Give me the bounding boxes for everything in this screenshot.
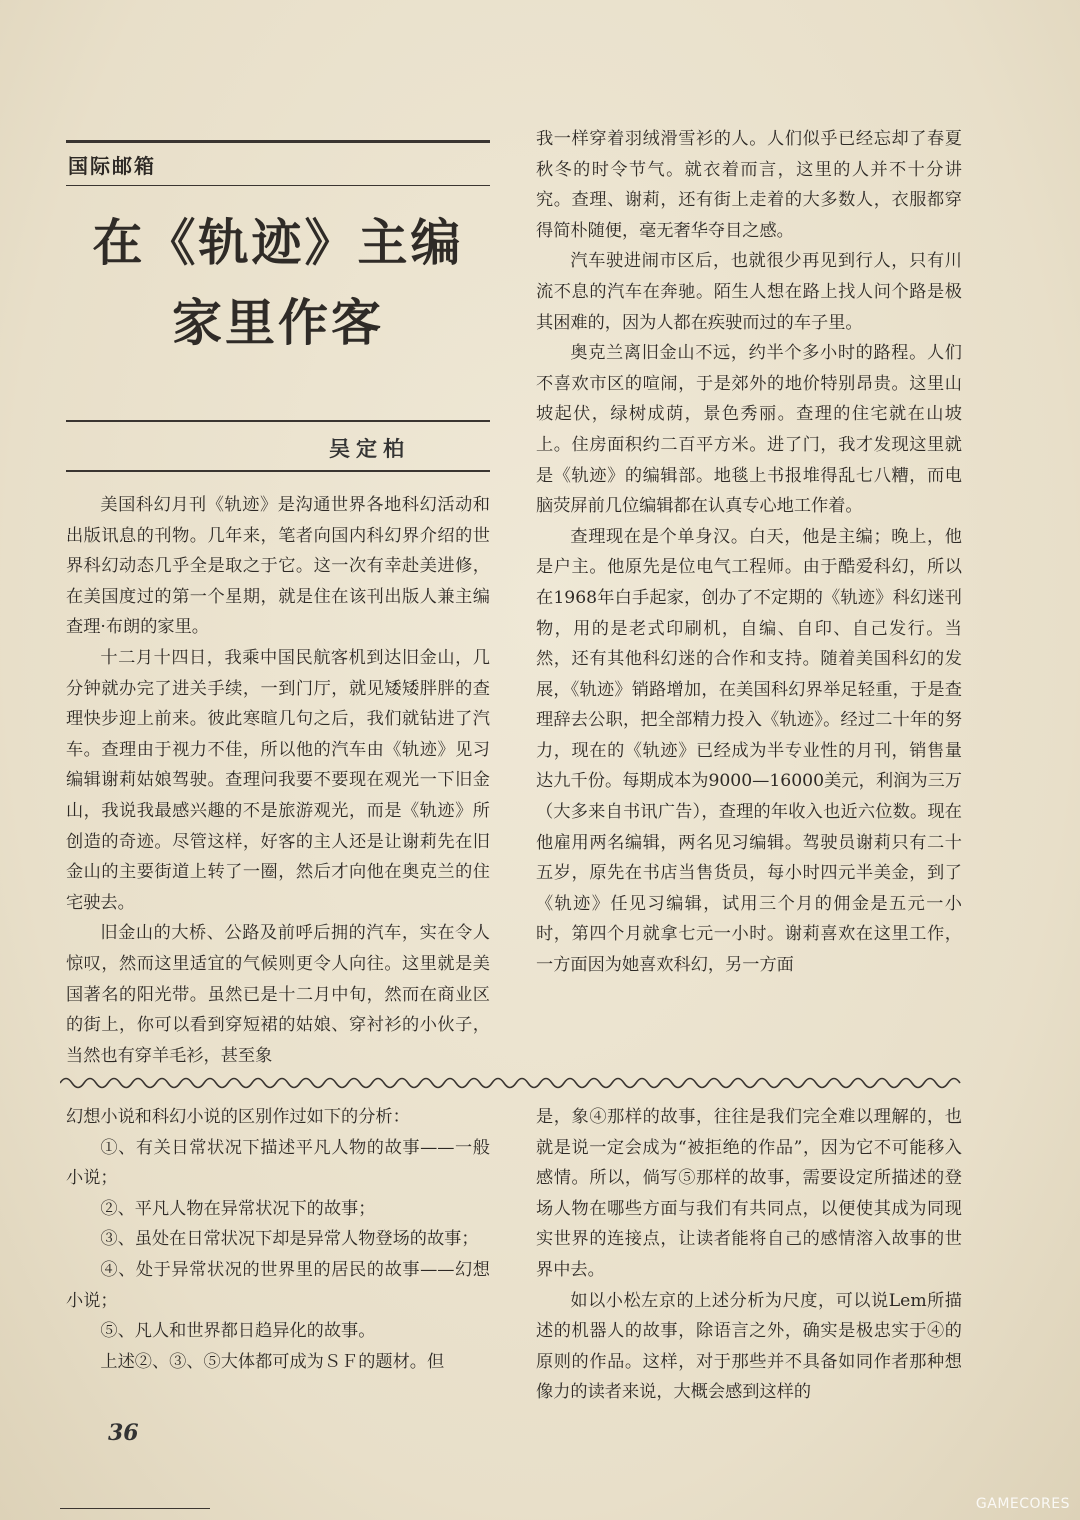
paragraph: 是，象④那样的故事，往往是我们完全难以理解的，也就是说一定会成为“被拒绝的作品”，因为它不可能移入感情。所以，倘写⑤那样的故事，需要设定所描述的登场人物在哪些方面与我们有共同点，以便使其成为同现实世界的连接点，让读者能将自己的感情溶入故事的世界中去。 (536, 1107, 962, 1280)
author-rule-bottom (66, 470, 490, 472)
page-number: 36 (108, 1420, 139, 1446)
article-column-right (536, 124, 962, 1068)
bottom-column-left (66, 1102, 490, 1408)
paragraph: 汽车驶进闹市区后，也就很少再见到行人，只有川流不息的汽车在奔驰。陌生人想在路上找人问个路是极其困难的，因为人都在疾驶而过的车子里。 (536, 251, 962, 333)
paragraph: 幻想小说和科幻小说的区别作过如下的分析： (66, 1107, 410, 1127)
paragraph: 如以小松左京的上述分析为尺度，可以说Lem所描述的机器人的故事，除语言之外，确实是极忠实于④的原则的作品。这样，对于那些并不具备如同作者那种想像力的读者来说，大概会感到这样的 (536, 1290, 962, 1403)
article-title-line-1: 在《轨迹》主编 (92, 214, 464, 272)
section-label: 国际邮箱 (68, 154, 156, 178)
paragraph: 旧金山的大桥、公路及前呼后拥的汽车，实在令人惊叹，然而这里适宜的气候则更令人向往。这里就是美国著名的阳光带。虽然已是十二月中旬，然而在商业区的街上，你可以看到穿短裙的姑娘、穿衬衫的小伙子，当然也有穿羊毛衫，甚至象 (66, 923, 490, 1066)
footer-rule (60, 1508, 210, 1509)
author-name: 吴定柏 (329, 436, 410, 461)
bottom-column-right (536, 1102, 962, 1408)
author-rule-top (66, 420, 490, 422)
watermark: GAMECORES (975, 1496, 1070, 1512)
paragraph: 上述②、③、⑤大体都可成为ＳＦ的题材。但 (100, 1351, 445, 1372)
section-rule (66, 185, 490, 186)
wavy-divider (60, 1072, 970, 1094)
paragraph: 美国科幻月刊《轨迹》是沟通世界各地科幻活动和出版讯息的刊物。几年来，笔者向国内科幻界介绍的世界科幻动态几乎全是取之于它。这一次有幸赴美进修，在美国度过的第一个星期，就是住在该刊出版人兼主编查理·布朗的家里。 (66, 495, 490, 638)
top-rule (66, 140, 490, 143)
list-item: ④、处于异常状况的世界里的居民的故事——幻想小说； (66, 1259, 490, 1311)
list-item: ⑤、凡人和世界都日趋异化的故事。 (100, 1321, 376, 1342)
article-column-left (66, 490, 490, 1068)
list-item: ③、虽处在日常状况下却是异常人物登场的故事； (100, 1229, 479, 1250)
paragraph: 我一样穿着羽绒滑雪衫的人。人们似乎已经忘却了春夏秋冬的时令节气。就衣着而言，这里的人并不十分讲究。查理、谢莉，还有街上走着的大多数人，衣服都穿得简朴随便，毫无奢华夺目之感。 (536, 129, 962, 241)
article-title-line-2: 家里作客 (172, 294, 384, 352)
paragraph: 奥克兰离旧金山不远，约半个多小时的路程。人们不喜欢市区的喧闹，于是郊外的地价特别昂贵。这里山坡起伏，绿树成荫，景色秀丽。查理的住宅就在山坡上。住房面积约二百平方米。进了门，我才发现这里就是《轨迹》的编辑部。地毯上书报堆得乱七八糟，而电脑荧屏前几位编辑都在认真专心地工作着。 (536, 343, 962, 517)
list-item: ①、有关日常状况下描述平凡人物的故事——一般小说； (66, 1137, 490, 1189)
paragraph: 查理现在是个单身汉。白天，他是主编；晚上，他是户主。他原先是位电气工程师。由于酷爱科幻，所以在1968年白手起家，创办了不定期的《轨迹》科幻迷刊物，用的是老式印刷机，自编、自印、自己发行。当然，还有其他科幻迷的合作和支持。随着美国科幻的发展，《轨迹》销路增加，在美国科幻界举足轻重，于是查理辞去公职，把全部精力投入《轨迹》。经过二十年的努力，现在的《轨迹》已经成为半专业性的月刊，销售量达九千份。每期成本为9000—16000美元，利润为三万（大多来自书讯广告），查理的年收入也近六位数。现在他雇用两名编辑，两名见习编辑。驾驶员谢莉只有二十五岁，原先在书店当售货员，每小时四元半美金，到了《轨迹》任见习编辑，试用三个月的佣金是五元一小时，第四个月就拿七元一小时。谢莉喜欢在这里工作，一方面因为她喜欢科幻，另一方面 (536, 526, 962, 976)
paragraph: 十二月十四日，我乘中国民航客机到达旧金山，几分钟就办完了进关手续，一到门厅，就见矮矮胖胖的查理快步迎上前来。彼此寒暄几句之后，我们就钻进了汽车。查理由于视力不佳，所以他的汽车由《轨迹》见习编辑谢莉姑娘驾驶。查理问我要不要现在观光一下旧金山，我说我最感兴趣的不是旅游观光，而是《轨迹》所创造的奇迹。尽管这样，好客的主人还是让谢莉先在旧金山的主要街道上转了一圈，然后才向他在奥克兰的住宅驶去。 (66, 647, 490, 913)
list-item: ②、平凡人物在异常状况下的故事； (100, 1198, 376, 1219)
